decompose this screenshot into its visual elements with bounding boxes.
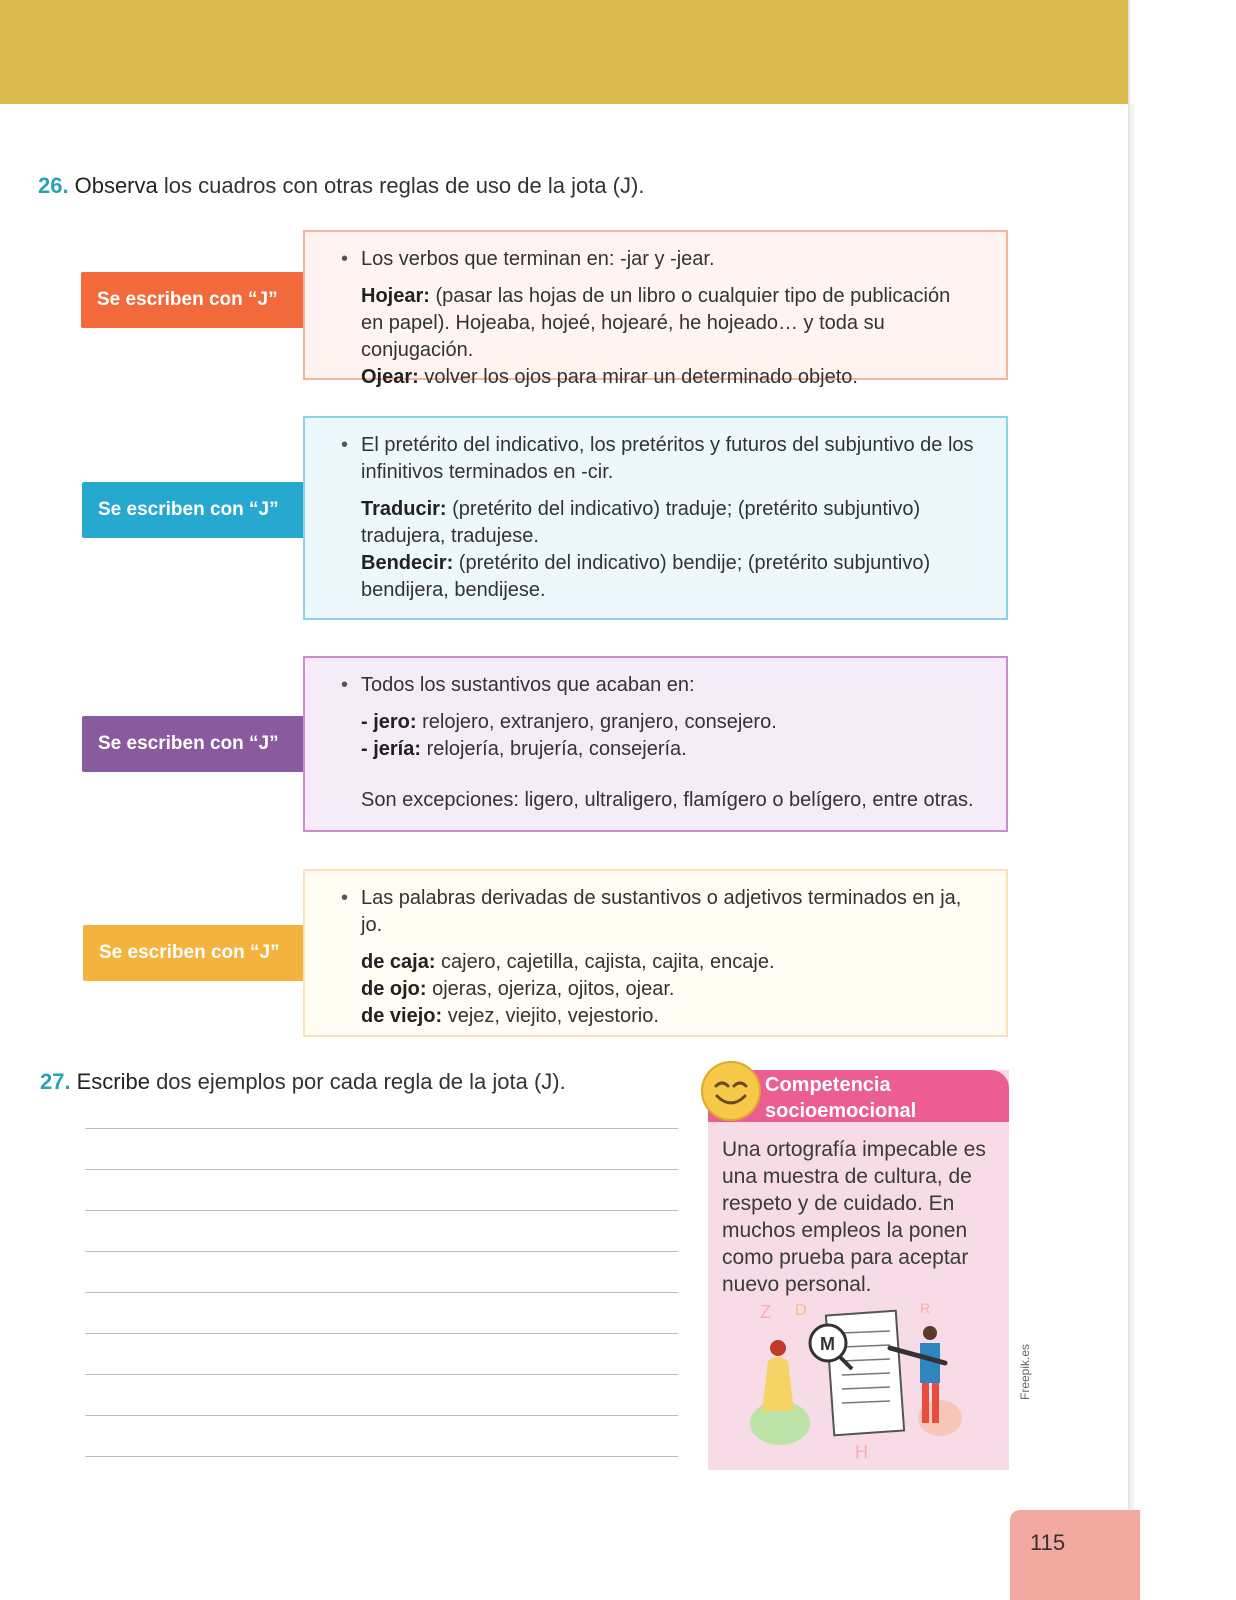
- rule-bullet: • El pretérito del indicativo, los pretéritos y futuros del subjuntivo de los infinitivos terminados en -cir.: [337, 432, 976, 486]
- rule-example: [337, 283, 976, 364]
- rule-tag-yellow: [83, 925, 321, 981]
- rule-bullet: • Todos los sustantivos que acaban en:: [337, 672, 976, 699]
- example-text: (pasar las hojas de un libro o cualquier tipo de publicación en papel). Hojeaba, hojeé, hojearé, he hojeado… y toda su conjugación.: [361, 285, 951, 361]
- question-26-title: [38, 172, 644, 200]
- example-text: (pretérito del indicativo) traduje; (pretérito subjuntivo) tradujera, tradujese.: [361, 498, 921, 547]
- rule-tag-purple: [82, 716, 320, 772]
- rule-box-cir: [303, 416, 1008, 620]
- image-credit: Freepik.es: [1018, 1343, 1032, 1400]
- answer-line[interactable]: [85, 1128, 678, 1129]
- rule-tag-orange: [81, 272, 319, 328]
- smiley-icon: [700, 1060, 762, 1122]
- example-term: Bendecir:: [361, 552, 454, 574]
- top-color-band: [0, 0, 1128, 104]
- answer-lines[interactable]: [85, 1128, 678, 1497]
- competence-text: Una ortografía impecable es una muestra de cultura, de respeto y de cuidado. En muchos empleos la ponen como prueba para aceptar nuevo personal.: [722, 1138, 986, 1296]
- question-verb: Escribe: [76, 1069, 150, 1094]
- question-number: 26.: [38, 173, 69, 198]
- example-term: Hojear:: [361, 285, 430, 307]
- rule-box-jero-jeria: [303, 656, 1008, 832]
- tag-label: Se escriben con “J”: [97, 289, 278, 310]
- example-text: vejez, viejito, vejestorio.: [442, 1005, 659, 1027]
- answer-line[interactable]: [85, 1374, 678, 1375]
- question-verb: Observa: [74, 173, 158, 198]
- example-text: (pretérito del indicativo) bendije; (pretérito subjuntivo) bendijera, bendijese.: [361, 552, 931, 601]
- example-text: cajero, cajetilla, cajista, cajita, encaje.: [435, 951, 775, 973]
- tag-label: Se escriben con “J”: [99, 942, 280, 963]
- rule-example: [337, 364, 976, 391]
- page-number: 115: [1030, 1530, 1066, 1555]
- rule-example: [337, 976, 976, 1003]
- question-27-title: [40, 1068, 566, 1096]
- person-left-head: [770, 1340, 786, 1356]
- svg-text:R: R: [920, 1303, 931, 1316]
- example-term: de ojo:: [361, 978, 427, 1000]
- rule-example: [337, 736, 976, 763]
- answer-line[interactable]: [85, 1333, 678, 1334]
- example-text: ojeras, ojeriza, ojitos, ojear.: [426, 978, 675, 1000]
- answer-line[interactable]: [85, 1456, 678, 1457]
- person-right-head: [923, 1326, 937, 1340]
- rule-example: [337, 550, 976, 604]
- svg-text:H: H: [855, 1442, 868, 1462]
- svg-text:D: D: [795, 1303, 807, 1319]
- example-term: - jería:: [361, 738, 422, 760]
- page-edge-shadow: [1130, 104, 1134, 1600]
- rule-example: [337, 1003, 976, 1030]
- answer-line[interactable]: [85, 1415, 678, 1416]
- example-text: volver los ojos para mirar un determinado objeto.: [418, 366, 858, 388]
- answer-line[interactable]: [85, 1251, 678, 1252]
- tag-label: Se escriben con “J”: [98, 733, 279, 754]
- question-text: los cuadros con otras reglas de uso de la jota (J).: [157, 173, 645, 198]
- rule-bullet: • Los verbos que terminan en: -jar y -jear.: [337, 246, 976, 273]
- rule-example: [337, 709, 976, 736]
- rule-example: [337, 496, 976, 550]
- rule-box-ja-jo: [303, 869, 1008, 1037]
- svg-text:M: M: [820, 1334, 835, 1354]
- rule-box-jar-jear: [303, 230, 1008, 388]
- example-term: de caja:: [361, 951, 436, 973]
- rule-example: [337, 949, 976, 976]
- answer-line[interactable]: [85, 1210, 678, 1211]
- rule-note: Son excepciones: ligero, ultraligero, flamígero o belígero, entre otras.: [361, 789, 974, 811]
- example-text: relojería, brujería, consejería.: [421, 738, 687, 760]
- tag-label: Se escriben con “J”: [98, 499, 279, 520]
- rule-tag-blue: [82, 482, 320, 538]
- question-number: 27.: [40, 1069, 71, 1094]
- example-term: - jero:: [361, 711, 417, 733]
- example-term: Ojear:: [361, 366, 419, 388]
- illustration-proofreading: [740, 1303, 980, 1463]
- competence-title: Competencia socioemocional: [765, 1074, 917, 1122]
- rule-bullet: • Las palabras derivadas de sustantivos o adjetivos terminados en ja, jo.: [337, 885, 976, 939]
- example-text: relojero, extranjero, granjero, consejero.: [416, 711, 777, 733]
- question-text: dos ejemplos por cada regla de la jota (J).: [149, 1069, 566, 1094]
- example-term: Traducir:: [361, 498, 447, 520]
- answer-line[interactable]: [85, 1292, 678, 1293]
- person-left-body: [762, 1357, 794, 1411]
- example-term: de viejo:: [361, 1005, 443, 1027]
- svg-text:Z: Z: [760, 1303, 771, 1322]
- answer-line[interactable]: [85, 1169, 678, 1170]
